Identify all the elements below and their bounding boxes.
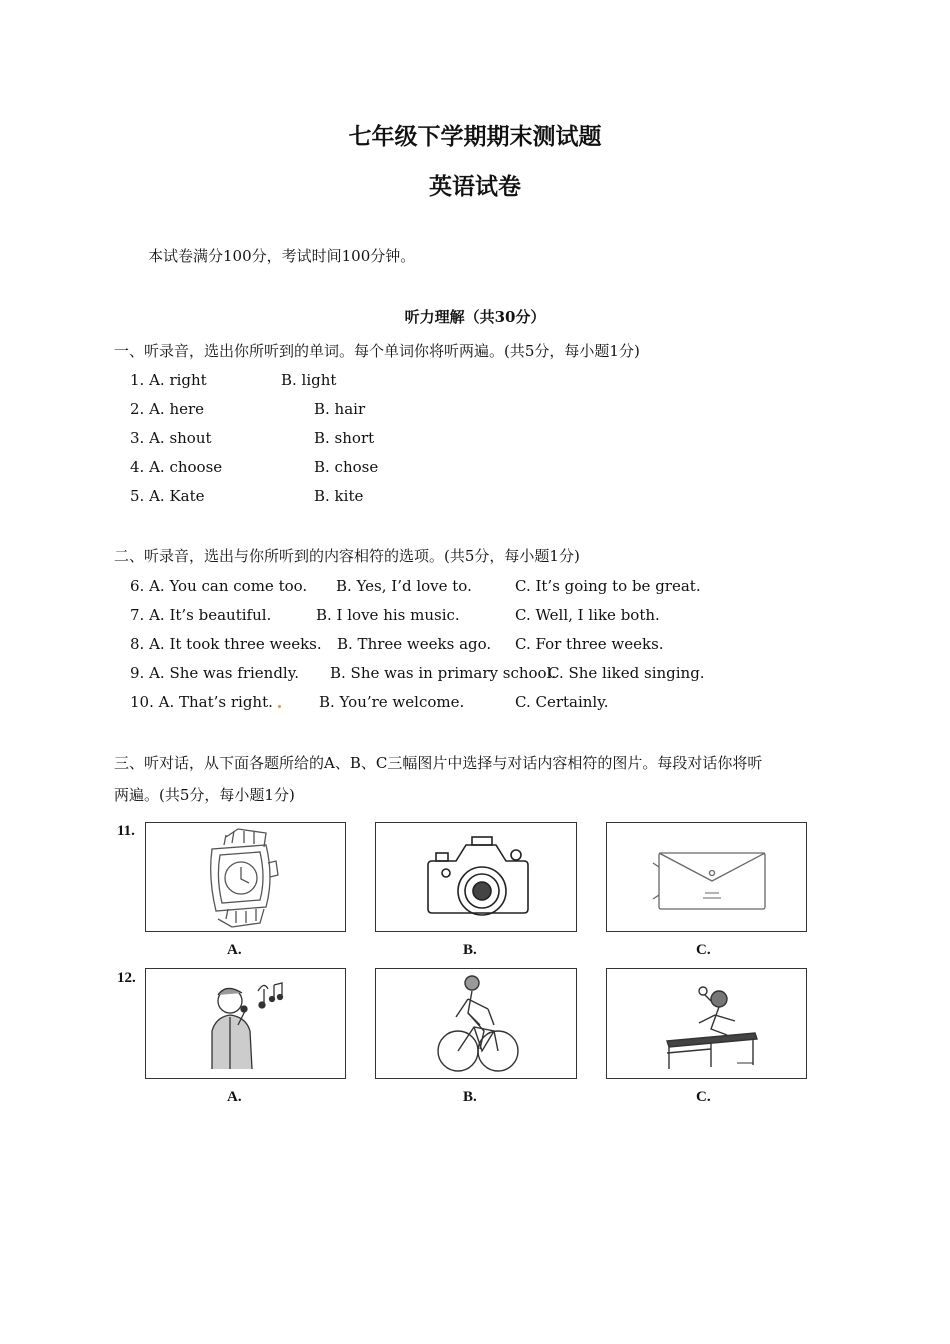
q6-option-b: B. Yes, I’d love to. bbox=[336, 577, 472, 595]
q7-option-a: 7. A. It’s beautiful. bbox=[130, 606, 272, 624]
exam-note: 本试卷满分100分，考试时间100分钟。 bbox=[148, 247, 416, 265]
q12-picture-c-table-tennis[interactable] bbox=[606, 968, 807, 1079]
q12-label-b: B. bbox=[463, 1089, 477, 1105]
q10-option-b: B. You’re welcome. bbox=[319, 693, 465, 711]
wallet-icon bbox=[607, 823, 806, 931]
cyclist-icon bbox=[376, 969, 576, 1078]
q12-label-c: C. bbox=[696, 1089, 711, 1105]
camera-icon bbox=[376, 823, 576, 931]
q11-label-c: C. bbox=[696, 942, 711, 958]
q12-picture-a-singing[interactable] bbox=[145, 968, 346, 1079]
boy-singing-icon bbox=[146, 969, 345, 1078]
q8-option-a: 8. A. It took three weeks. bbox=[130, 635, 322, 653]
q11-picture-a-watch[interactable] bbox=[145, 822, 346, 932]
q11-picture-c-wallet[interactable] bbox=[606, 822, 807, 932]
q9-option-c: C. She liked singing. bbox=[548, 664, 705, 682]
q5-option-b: B. kite bbox=[314, 487, 364, 505]
exam-title: 七年级下学期期末测试题 bbox=[348, 123, 602, 150]
q9-option-b: B. She was in primary school. bbox=[330, 664, 557, 682]
part2-instruction: 二、听录音，选出与你所听到的内容相符的选项。(共5分，每小题1分) bbox=[114, 547, 580, 565]
q2-option-b: B. hair bbox=[314, 400, 366, 418]
q3-option-a: 3. A. shout bbox=[130, 429, 212, 447]
q1-option-a: 1. A. right bbox=[130, 371, 207, 389]
q12-number: 12. bbox=[117, 970, 136, 986]
q8-option-c: C. For three weeks. bbox=[515, 635, 664, 653]
watch-icon bbox=[146, 823, 345, 931]
q4-option-b: B. chose bbox=[314, 458, 379, 476]
q6-option-c: C. It’s going to be great. bbox=[515, 577, 701, 595]
q11-label-a: A. bbox=[227, 942, 242, 958]
q4-option-a: 4. A. choose bbox=[130, 458, 223, 476]
q1-option-b: B. light bbox=[281, 371, 337, 389]
q11-number: 11. bbox=[117, 823, 135, 839]
q6-option-a: 6. A. You can come too. bbox=[130, 577, 308, 595]
q9-option-a: 9. A. She was friendly. bbox=[130, 664, 299, 682]
q8-option-b: B. Three weeks ago. bbox=[337, 635, 492, 653]
q2-option-a: 2. A. here bbox=[130, 400, 205, 418]
q7-option-b: B. I love his music. bbox=[316, 606, 460, 624]
q11-label-b: B. bbox=[463, 942, 477, 958]
q5-option-a: 5. A. Kate bbox=[130, 487, 205, 505]
q12-picture-b-cycling[interactable] bbox=[375, 968, 577, 1079]
stray-dot bbox=[278, 705, 281, 708]
q11-picture-b-camera[interactable] bbox=[375, 822, 577, 932]
q3-option-b: B. short bbox=[314, 429, 375, 447]
q12-label-a: A. bbox=[227, 1089, 242, 1105]
q10-option-c: C. Certainly. bbox=[515, 693, 609, 711]
part3-instruction-line2: 两遍。(共5分，每小题1分) bbox=[114, 786, 295, 804]
q7-option-c: C. Well, I like both. bbox=[515, 606, 660, 624]
table-tennis-player-icon bbox=[607, 969, 806, 1078]
exam-subtitle: 英语试卷 bbox=[429, 173, 521, 200]
part3-instruction-line1: 三、听对话，从下面各题所给的A、B、C三幅图片中选择与对话内容相符的图片。每段对话你将听 bbox=[114, 754, 763, 772]
listening-heading: 听力理解（共30分） bbox=[404, 308, 546, 326]
part1-instruction: 一、听录音，选出你所听到的单词。每个单词你将听两遍。(共5分，每小题1分) bbox=[114, 342, 640, 360]
q10-option-a: 10. A. That’s right. bbox=[130, 693, 273, 711]
